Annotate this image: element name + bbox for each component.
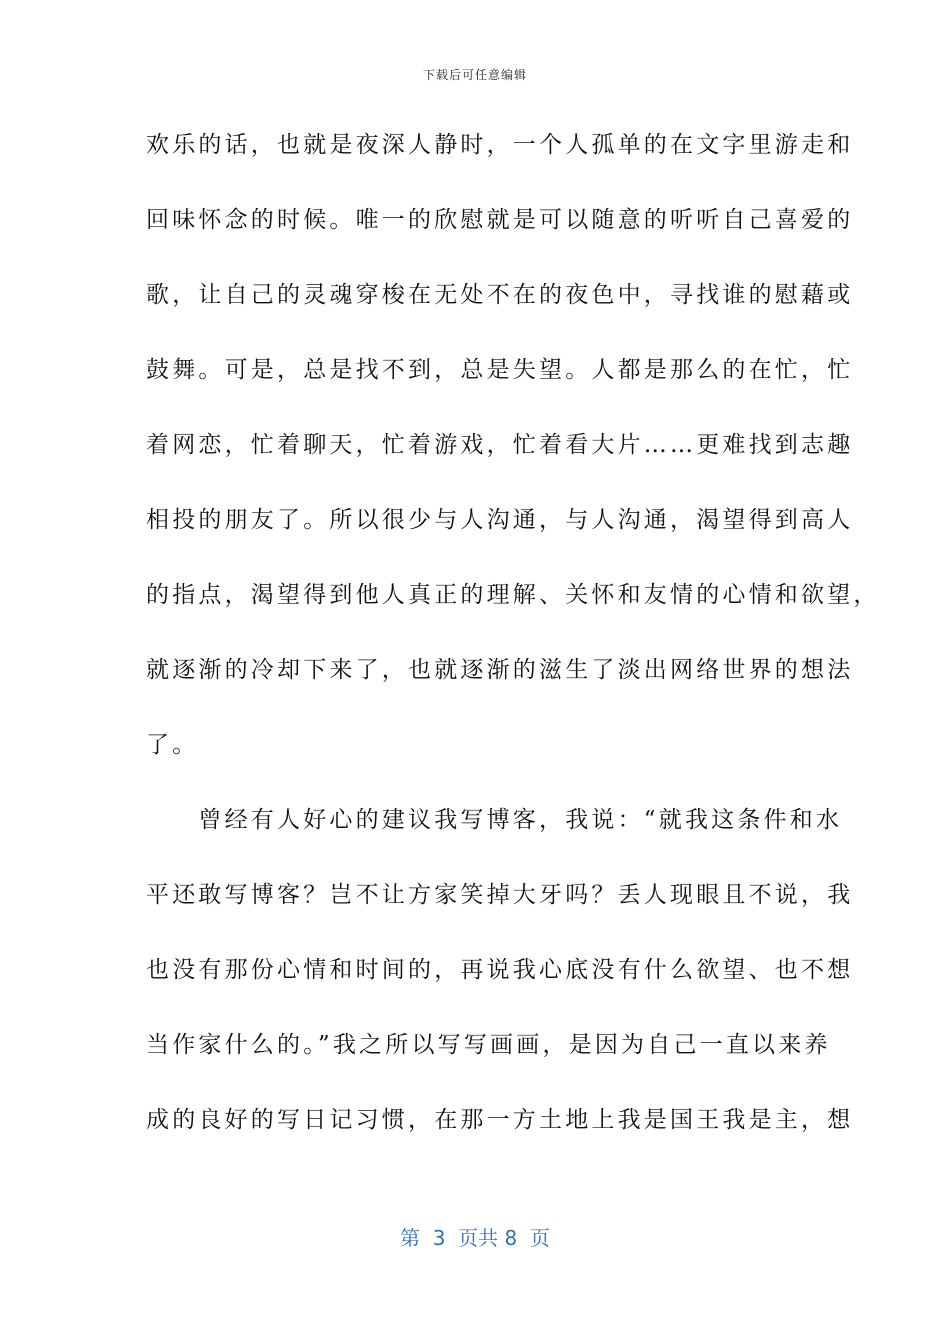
text-line: 成的良好的写日记习惯，在那一方土地上我是国王我是主，想 xyxy=(146,1107,854,1133)
text-line: 了。 xyxy=(146,732,199,758)
text-line: 歌，让自己的灵魂穿梭在无处不在的夜色中，寻找谁的慰藉或 xyxy=(146,282,854,308)
text-line: 回味怀念的时候。唯一的欣慰就是可以随意的听听自己喜爱的 xyxy=(146,207,854,233)
page-header: 下载后可任意编辑 xyxy=(422,68,527,82)
text-line: 相投的朋友了。所以很少与人沟通，与人沟通，渴望得到高人 xyxy=(146,507,854,533)
text-line: 就逐渐的冷却下来了，也就逐渐的滋生了淡出网络世界的想法 xyxy=(146,657,854,683)
text-line: 鼓舞。可是，总是找不到，总是失望。人都是那么的在忙，忙 xyxy=(146,357,854,383)
page-number-footer: 第 3 页共 8 页 xyxy=(400,1226,550,1250)
text-line: 也没有那份心情和时间的，再说我心底没有什么欲望、也不想 xyxy=(146,957,854,983)
text-line: 当作家什么的。”我之所以写写画画，是因为自己一直以来养 xyxy=(146,1032,831,1058)
text-line: 曾经有人好心的建议我写博客，我说：“就我这条件和水 xyxy=(146,807,843,833)
text-line: 着网恋，忙着聊天，忙着游戏，忙着看大片……更难找到志趣 xyxy=(146,432,854,458)
text-line: 平还敢写博客？岂不让方家笑掉大牙吗？丢人现眼且不说，我 xyxy=(146,882,854,908)
text-line: 的指点，渴望得到他人真正的理解、关怀和友情的心情和欲望， xyxy=(146,582,880,608)
text-line: 欢乐的话，也就是夜深人静时，一个人孤单的在文字里游走和 xyxy=(146,132,854,158)
body-text xyxy=(146,120,880,1170)
